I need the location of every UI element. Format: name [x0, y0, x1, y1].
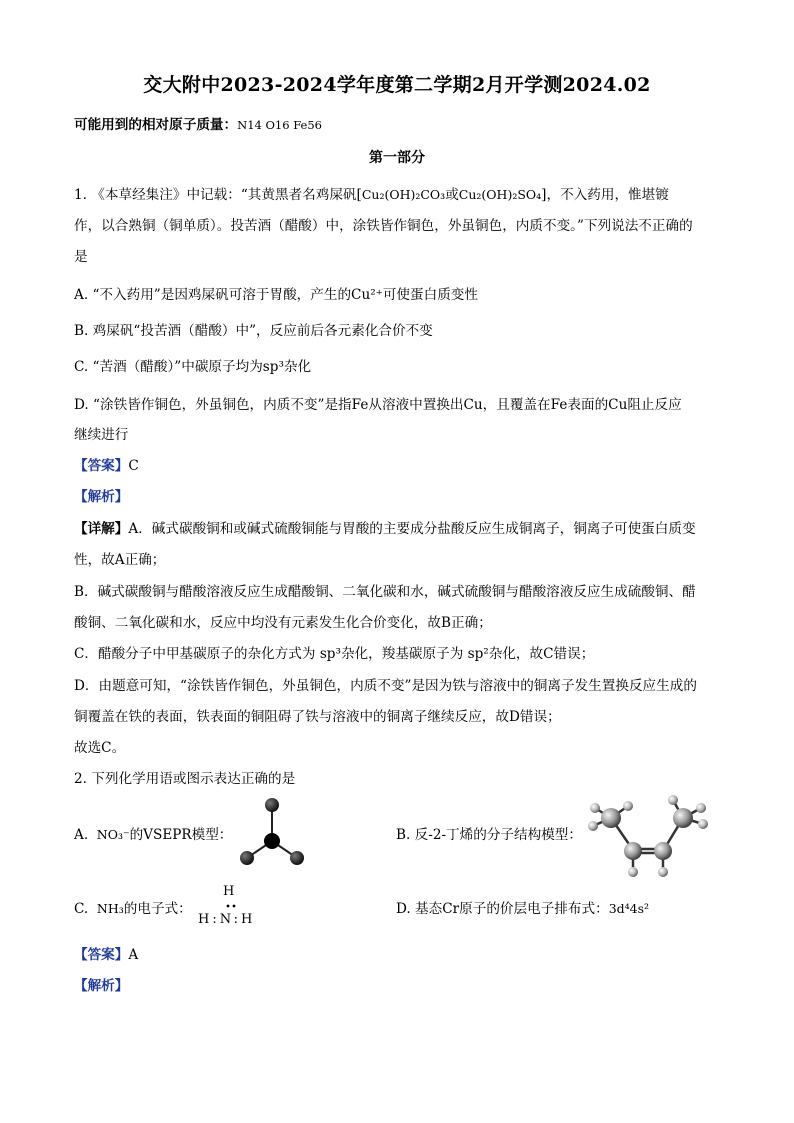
q2-option-d-text: D. 基态Cr原子的价层电子排布式：: [396, 901, 609, 917]
q1-answer-value: C: [128, 458, 139, 474]
q1-stem-line1: [74, 186, 669, 204]
q1-option-a: A. “不入药用”是因鸡屎矾可溶于胃酸，产生的Cu²⁺可使蛋白质变性: [74, 287, 478, 303]
q1-stem-line3: 是: [74, 249, 88, 265]
q1-detail-line1: [74, 520, 696, 538]
atomic-mass-values: N14 O16 Fe56: [237, 118, 322, 132]
q1-option-b: B. 鸡屎矾“投苦酒（醋酸）中”，反应前后各元素化合价不变: [74, 323, 433, 339]
q2-analysis-label: 【解析】: [74, 978, 129, 994]
q2-analysis: [74, 977, 128, 995]
q2-option-c: [74, 900, 192, 918]
q1-detail-text-1: A．碱式碳酸铜和或碱式硫酸铜能与胃酸的主要成分盐酸反应生成铜离子，铜离子可使蛋白质变: [128, 521, 696, 537]
q1-answer-label: 【答案】: [74, 458, 129, 474]
butene-model-figure: [583, 790, 715, 885]
q2-option-c-prefix: C.: [74, 901, 89, 917]
q2-option-a: [74, 826, 232, 844]
q1-detail-line3: B．碱式碳酸铜与醋酸溶液反应生成醋酸铜、二氧化碳和水，碱式硫酸铜与醋酸溶液反应生成硫酸铜、醋: [74, 584, 696, 600]
q1-formula-1: Cu₂(OH)₂CO₃: [361, 187, 446, 202]
q1-detail-line7: 铜覆盖在铁的表面，铁表面的铜阻碍了铁与溶液中的铜离子继续反应，故D错误；: [74, 709, 561, 725]
q1-detail-label: 【详解】: [74, 521, 129, 537]
q2-answer-label: 【答案】: [74, 947, 129, 963]
atomic-mass-label: 可能用到的相对原子质量：: [74, 117, 238, 133]
atomic-mass-line: [74, 116, 322, 134]
q2-stem: 2. 下列化学用语或图示表达正确的是: [74, 771, 296, 787]
lewis-top-h: H: [223, 884, 235, 899]
q1-option-d-line1: D. “涂铁皆作铜色，外虽铜色，内质不变”是指Fe从溶液中置换出Cu，且覆盖在Fe表面的Cu阻止反应: [74, 397, 682, 413]
q2-option-a-formula: NO₃⁻: [96, 827, 130, 842]
lewis-dots-top: [226, 902, 236, 910]
lewis-row: H:N:H: [198, 912, 256, 927]
q1-detail-line6: D．由题意可知，“涂铁皆作铜色，外虽铜色，内质不变”是因为铁与溶液中的铜离子发生置换反应生成的: [74, 678, 697, 694]
q1-option-d-line2: 继续进行: [74, 427, 129, 443]
q2-answer-value: A: [128, 947, 139, 963]
page-title: 交大附中2023-2024学年度第二学期2月开学测2024.02: [143, 74, 651, 96]
q1-detail-line5: C．醋酸分子中甲基碳原子的杂化方式为 sp³杂化，羧基碳原子为 sp²杂化，故C错误；: [74, 646, 595, 662]
q2-answer: [74, 946, 138, 964]
q2-option-a-prefix: A.: [74, 827, 89, 843]
q2-option-c-formula: NH₃: [96, 901, 124, 916]
q1-analysis: [74, 488, 128, 506]
q1-option-c: C. “苦酒（醋酸）”中碳原子均为sp³杂化: [74, 359, 312, 375]
q1-stem-text-b: ]，不入药用，惟堪镀: [541, 187, 669, 203]
q1-detail-line8: 故选C。: [74, 740, 126, 756]
q2-option-d: [396, 900, 649, 918]
q1-stem-text-a: 1. 《本草经集注》中记载：“其黄黑者名鸡屎矾[: [74, 187, 362, 203]
q1-formula-2: Cu₂(OH)₂SO₄: [458, 187, 542, 202]
q1-or: 或: [445, 187, 459, 203]
q1-stem-line2: 作，以合熟铜（铜单质）。投苦酒（醋酸）中，涂铁皆作铜色，外虽铜色，内质不变。”下列说法不正确的: [74, 218, 693, 234]
q1-analysis-label: 【解析】: [74, 489, 129, 505]
vsepr-model-figure: [232, 795, 312, 870]
q1-answer: [74, 457, 139, 475]
section-heading: 第一部分: [369, 150, 425, 166]
q1-detail-line4: 酸铜、二氧化碳和水，反应中均没有元素发生化合价变化，故B正确；: [74, 615, 492, 631]
q2-option-c-text: 的电子式：: [123, 901, 192, 917]
q2-option-d-config: 3d⁴4s²: [608, 901, 650, 916]
q1-detail-line2: 性，故A正确；: [74, 552, 166, 568]
q2-option-b: B. 反-2-丁烯的分子结构模型：: [396, 827, 582, 843]
q2-option-a-text: 的VSEPR模型：: [129, 827, 233, 843]
